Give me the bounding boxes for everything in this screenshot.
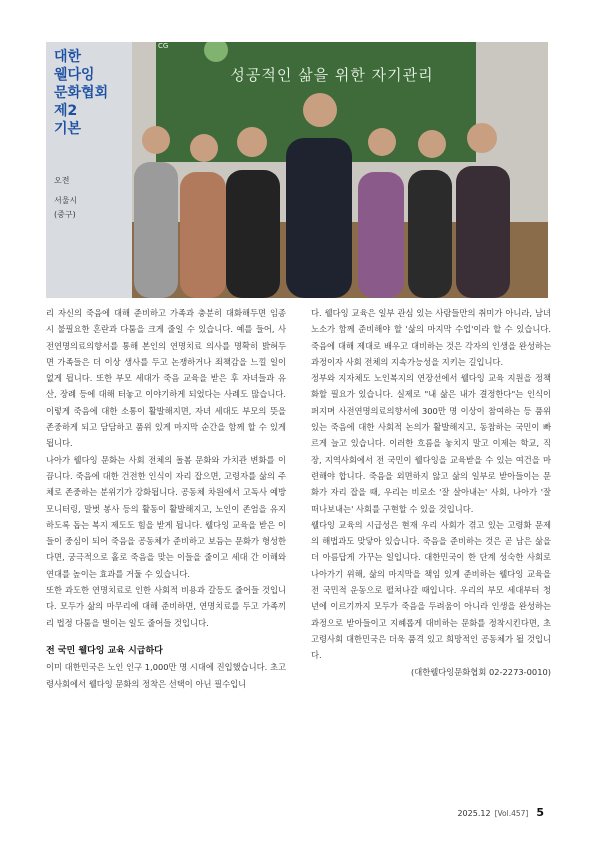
article-column-left bbox=[46, 305, 286, 692]
banner-line: 제2 bbox=[54, 103, 78, 119]
paragraph: 또한 과도한 연명치료로 인한 사회적 비용과 갈등도 줄어들 것입니다. 모두가 삶의 마무리에 대해 준비하면, 연명치료를 두고 가족끼리 법정 다툼을 벌이는 일도 줄어들 것입니다. bbox=[46, 585, 286, 628]
group-photo bbox=[46, 42, 548, 298]
page-footer bbox=[457, 806, 544, 819]
issue-volume: [Vol.457] bbox=[494, 809, 529, 818]
banner-side-text: 오전 bbox=[54, 176, 70, 185]
paragraph: 이미 대한민국은 노인 인구 1,000만 명 시대에 진입했습니다. 초고령사회에서 웰다잉 문화의 정착은 선택이 아닌 필수입니 bbox=[46, 662, 286, 689]
banner-side-text: 서울시 bbox=[54, 196, 78, 205]
paragraph: 정부와 지자체도 노인복지의 연장선에서 웰다잉 교육 지원을 정책화할 필요가 있습니다. 실제로 "내 삶은 내가 결정한다"는 인식이 퍼지며 사전연명의료의향서에 300만 명 이상이 참여하는 등 품위 있는 죽음에 대한 사회적 논의가 활발해지고, 동참하는 국민이 빠르게 늘고 있습니다. 이러한 흐름을 놓치지 말고 이제는 학교, 직장, 지역사회에서 전 국민이 웰다잉을 교육받을 수 있는 여건을 마련해야 합니다. 죽음을 외면하지 않고 삶의 일부로 받아들이는 문화가 자리 잡을 때, 우리는 비로소 '잘 살아내는' 사회, 나아가 '잘 떠나보내는' 사회를 구현할 수 있을 것입니다. bbox=[311, 373, 551, 514]
banner-line: 문화협회 bbox=[54, 85, 109, 101]
event-banner bbox=[46, 42, 132, 298]
banner-side-text: (중구) bbox=[54, 210, 76, 219]
section-subheading: 전 국민 웰다잉 교육 시급하다 bbox=[46, 645, 163, 656]
paragraph: 웰다잉 교육의 시급성은 현재 우리 사회가 겪고 있는 고령화 문제의 해법과도 맞닿아 있습니다. 죽음을 준비하는 것은 곧 남은 삶을 더 아름답게 가꾸는 일입니다. 대한민국이 한 단계 성숙한 사회로 나아가기 위해, 삶의 마지막을 책임 있게 준비하는 웰다잉 교육을 전 국민적 운동으로 펼쳐나갈 때입니다. 우리의 부모 세대부터 청년에 이르기까지 모두가 죽음을 두려움이 아니라 인생을 완성하는 과정으로 받아들이고 지혜롭게 대비하는 문화를 정착시킨다면, 초고령사회 대한민국은 더욱 품격 있고 희망적인 공동체가 될 것입니다. bbox=[311, 519, 551, 661]
banner-line: 대한 bbox=[54, 49, 82, 65]
banner-line: 웰다잉 bbox=[54, 67, 95, 83]
paragraph: 나아가 웰다잉 문화는 사회 전체의 돌봄 문화와 가치관 변화를 이끕니다. 죽음에 대한 건전한 인식이 자리 잡으면, 고령자를 삶의 주체로 존중하는 분위기가 강화됩니다. 공동체 차원에서 고독사 예방 모니터링, 말벗 봉사 등의 활동이 활발해지고, 노인이 존엄을 유지하도록 돕는 복지 제도도 힘을 받게 됩니다. 웰다잉 교육을 받은 이들이 중심이 되어 죽음을 공동체가 준비하고 보듬는 문화가 형성한다면, 궁극적으로 홀로 죽음을 맞는 이들을 줄이고 세대 간 이해와 연대를 높이는 효과를 거둘 수 있습니다. bbox=[46, 454, 286, 579]
paragraph: 리 자신의 죽음에 대해 준비하고 가족과 충분히 대화해두면 임종 시 불필요한 혼란과 다툼을 크게 줄일 수 있습니다. 예를 들어, 사전연명의료의향서를 통해 본인의 연명치료 의사를 명확히 밝혀두면 가족들은 더 이상 생사를 두고 논쟁하거나 죄책감을 느낄 일이 없게 됩니다. 또한 부모 세대가 죽음 교육을 받은 후 자녀들과 유산, 장례 등에 대해 터놓고 이야기하게 되었다는 사례도 많습니다. 이렇게 죽음에 대한 소통이 활발해지면, 자녀 세대도 부모의 뜻을 존중하게 되고 담담하고 품위 있게 마지막 순간을 함께 할 수 있게 됩니다. bbox=[46, 308, 286, 449]
page-number: 5 bbox=[536, 806, 544, 819]
screen-title: 성공적인 삶을 위한 자기관리 bbox=[230, 66, 434, 84]
banner-line: 기본 bbox=[54, 121, 82, 137]
screen-badge: CG bbox=[158, 42, 169, 50]
issue-date: 2025.12 bbox=[457, 809, 491, 818]
article-column-right bbox=[311, 305, 551, 680]
paragraph: 다. 웰다잉 교육은 일부 관심 있는 사람들만의 취미가 아니라, 남녀노소가 함께 준비해야 할 '삶의 마지막 수업'이라 할 수 있습니다. 죽음에 대해 제대로 배우고 대비하는 것은 각자의 인생을 완성하는 과정이자 사회 전체의 지속가능성을 지키는 길입니다. bbox=[311, 308, 551, 367]
contact-line: (대한웰다잉문화협회 02-2273-0010) bbox=[410, 666, 551, 677]
